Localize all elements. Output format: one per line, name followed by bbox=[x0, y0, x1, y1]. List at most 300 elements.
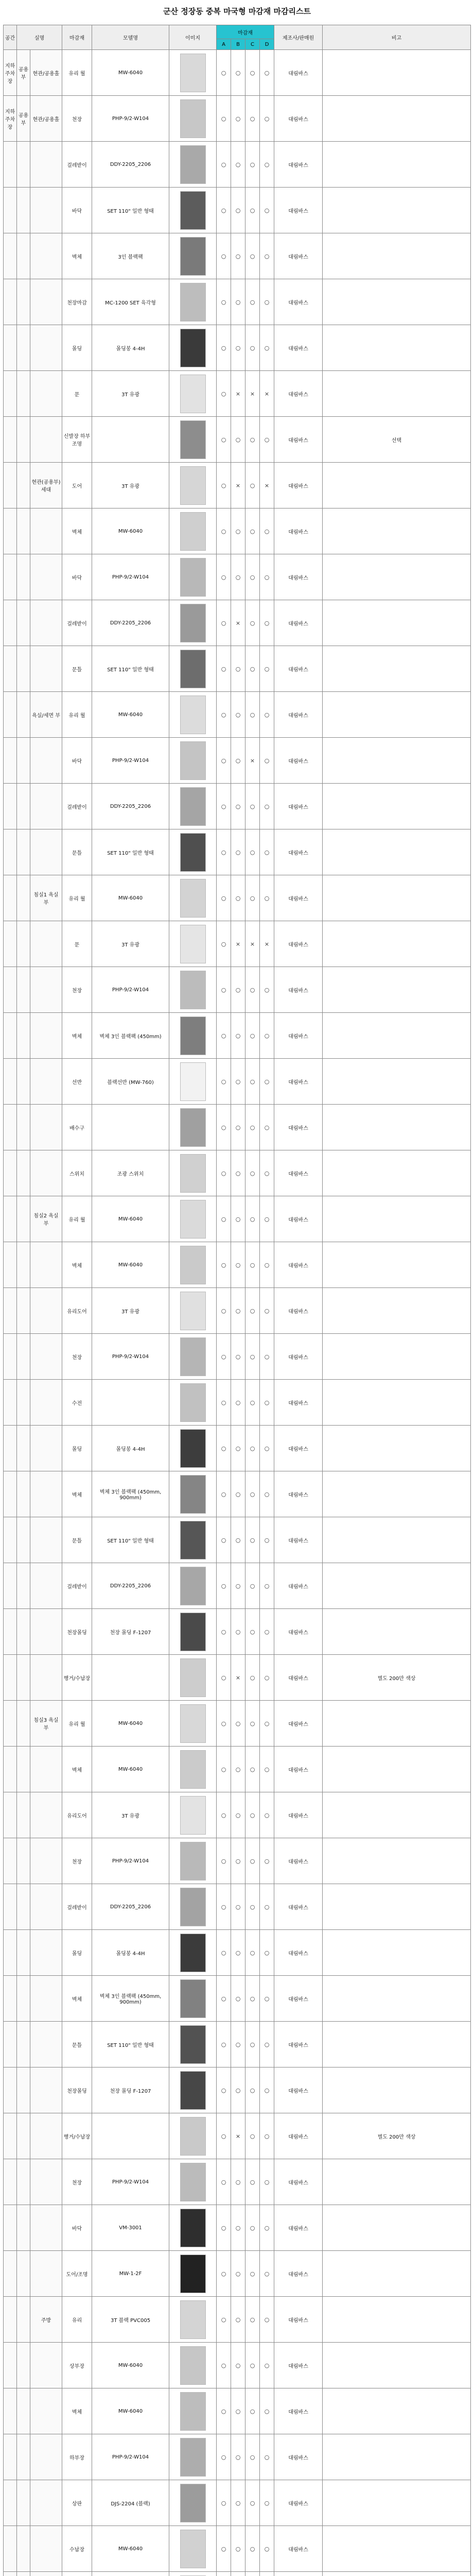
table-row bbox=[4, 1838, 471, 1884]
cell-grade-mark: ○ bbox=[245, 2113, 260, 2159]
material-swatch bbox=[180, 2438, 206, 2477]
cell-grade-mark: ○ bbox=[260, 1059, 274, 1105]
cell-model: MW-6040 bbox=[92, 692, 169, 738]
cell-model bbox=[92, 1655, 169, 1701]
material-swatch bbox=[180, 1934, 206, 1972]
cell-maker: 대림바스 bbox=[274, 1747, 323, 1792]
cell-grade-mark: × bbox=[231, 463, 245, 509]
cell-grade-mark: ○ bbox=[231, 967, 245, 1013]
cell-image bbox=[169, 2343, 217, 2388]
cell-grade-mark: ○ bbox=[245, 1563, 260, 1609]
material-swatch bbox=[180, 2346, 206, 2385]
header-image: 이미지 bbox=[169, 25, 217, 50]
cell-model bbox=[92, 2572, 169, 2576]
cell-level3 bbox=[30, 325, 62, 371]
cell-grade-mark: ○ bbox=[217, 2526, 231, 2572]
cell-grade-mark: ○ bbox=[231, 417, 245, 463]
header-grade-b: B bbox=[231, 39, 245, 50]
cell-grade-mark: ○ bbox=[231, 1609, 245, 1655]
material-swatch bbox=[180, 2209, 206, 2247]
cell-image bbox=[169, 2205, 217, 2251]
cell-grade-mark: ○ bbox=[231, 646, 245, 692]
cell-grade-mark: ○ bbox=[217, 600, 231, 646]
cell-grade-mark: ○ bbox=[231, 2022, 245, 2067]
material-swatch bbox=[180, 1658, 206, 1697]
table-row bbox=[4, 2205, 471, 2251]
cell-note bbox=[323, 1517, 471, 1563]
cell-part: 수전 bbox=[62, 1380, 92, 1426]
cell-level2 bbox=[17, 1380, 30, 1426]
table-row bbox=[4, 1242, 471, 1288]
cell-level3 bbox=[30, 142, 62, 188]
cell-level3 bbox=[30, 188, 62, 233]
cell-level3 bbox=[30, 1838, 62, 1884]
cell-grade-mark bbox=[245, 2572, 260, 2576]
cell-note bbox=[323, 784, 471, 829]
cell-note bbox=[323, 600, 471, 646]
cell-image bbox=[169, 1976, 217, 2022]
cell-grade-mark: ○ bbox=[217, 2251, 231, 2297]
cell-level1 bbox=[4, 509, 17, 554]
cell-model: 벽체 3인 블랙팩 (450mm, 900mm) bbox=[92, 1471, 169, 1517]
cell-part: 걸레받이 bbox=[62, 1884, 92, 1930]
cell-part: 문틀 bbox=[62, 2022, 92, 2067]
cell-grade-mark: ○ bbox=[217, 142, 231, 188]
cell-maker: 대림바스 bbox=[274, 2297, 323, 2343]
cell-grade-mark: ○ bbox=[217, 1288, 231, 1334]
cell-grade-mark: ○ bbox=[245, 325, 260, 371]
cell-grade-mark: ○ bbox=[217, 50, 231, 96]
table-row bbox=[4, 233, 471, 279]
cell-part: 바닥 bbox=[62, 2205, 92, 2251]
cell-level1 bbox=[4, 2022, 17, 2067]
cell-level3 bbox=[30, 1380, 62, 1426]
cell-level2 bbox=[17, 1150, 30, 1196]
cell-grade-mark: ○ bbox=[260, 1288, 274, 1334]
cell-grade-mark: ○ bbox=[231, 2159, 245, 2205]
cell-grade-mark: ○ bbox=[231, 875, 245, 921]
cell-level1 bbox=[4, 2434, 17, 2480]
cell-grade-mark: ○ bbox=[245, 1196, 260, 1242]
cell-image bbox=[169, 829, 217, 875]
cell-image bbox=[169, 1884, 217, 1930]
table-row bbox=[4, 1288, 471, 1334]
cell-grade-mark: ○ bbox=[245, 646, 260, 692]
cell-note bbox=[323, 188, 471, 233]
cell-level2 bbox=[17, 600, 30, 646]
cell-model: MW-6040 bbox=[92, 1701, 169, 1747]
material-swatch bbox=[180, 1108, 206, 1147]
cell-level1 bbox=[4, 1196, 17, 1242]
cell-maker: 대림바스 bbox=[274, 96, 323, 142]
cell-level1 bbox=[4, 142, 17, 188]
cell-note bbox=[323, 1059, 471, 1105]
cell-grade-mark: ○ bbox=[245, 2251, 260, 2297]
cell-level3 bbox=[30, 1288, 62, 1334]
cell-grade-mark: ○ bbox=[217, 417, 231, 463]
cell-image bbox=[169, 188, 217, 233]
cell-note bbox=[323, 233, 471, 279]
cell-level2 bbox=[17, 921, 30, 967]
cell-grade-mark: ○ bbox=[260, 1655, 274, 1701]
cell-note bbox=[323, 1609, 471, 1655]
cell-level3 bbox=[30, 2526, 62, 2572]
cell-level3 bbox=[30, 738, 62, 784]
cell-grade-mark: ○ bbox=[217, 1609, 231, 1655]
cell-maker: 대림바스 bbox=[274, 2022, 323, 2067]
table-row bbox=[4, 1105, 471, 1150]
cell-level2 bbox=[17, 1288, 30, 1334]
material-swatch bbox=[180, 1979, 206, 2018]
cell-part: 천장 bbox=[62, 967, 92, 1013]
cell-level1 bbox=[4, 2526, 17, 2572]
cell-image bbox=[169, 1196, 217, 1242]
cell-note bbox=[323, 2067, 471, 2113]
cell-level1 bbox=[4, 784, 17, 829]
cell-level2 bbox=[17, 1242, 30, 1288]
table-row bbox=[4, 1426, 471, 1471]
cell-note bbox=[323, 1701, 471, 1747]
material-swatch bbox=[180, 2530, 206, 2568]
cell-maker: 대림바스 bbox=[274, 1792, 323, 1838]
cell-model: PHP-9/2-W104 bbox=[92, 2434, 169, 2480]
cell-level1 bbox=[4, 1471, 17, 1517]
table-row bbox=[4, 96, 471, 142]
cell-level1 bbox=[4, 1334, 17, 1380]
cell-grade-mark: ○ bbox=[217, 2022, 231, 2067]
cell-level3 bbox=[30, 2159, 62, 2205]
cell-grade-mark: ○ bbox=[231, 1884, 245, 1930]
cell-level1 bbox=[4, 1930, 17, 1976]
cell-level3 bbox=[30, 1059, 62, 1105]
cell-level2 bbox=[17, 1105, 30, 1150]
cell-note bbox=[323, 1563, 471, 1609]
cell-maker: 대림바스 bbox=[274, 2113, 323, 2159]
cell-grade-mark: ○ bbox=[245, 2067, 260, 2113]
cell-level3 bbox=[30, 1334, 62, 1380]
cell-grade-mark: ○ bbox=[245, 2526, 260, 2572]
material-swatch bbox=[180, 741, 206, 780]
cell-level2 bbox=[17, 1930, 30, 1976]
cell-level2 bbox=[17, 417, 30, 463]
cell-part: 상부장 bbox=[62, 2343, 92, 2388]
material-swatch bbox=[180, 466, 206, 505]
cell-level2 bbox=[17, 233, 30, 279]
table-row bbox=[4, 1059, 471, 1105]
cell-model: SET 110" 일반 형태 bbox=[92, 829, 169, 875]
cell-image bbox=[169, 1242, 217, 1288]
table-row bbox=[4, 784, 471, 829]
cell-level1 bbox=[4, 1563, 17, 1609]
cell-model: MW-6040 bbox=[92, 50, 169, 96]
cell-level2 bbox=[17, 2526, 30, 2572]
material-swatch bbox=[180, 1888, 206, 1926]
cell-grade-mark: ○ bbox=[217, 279, 231, 325]
cell-model: MW-6040 bbox=[92, 1242, 169, 1288]
cell-grade-mark: ○ bbox=[231, 142, 245, 188]
material-swatch bbox=[180, 237, 206, 276]
cell-grade-mark: ○ bbox=[231, 1701, 245, 1747]
cell-image bbox=[169, 417, 217, 463]
cell-note bbox=[323, 1930, 471, 1976]
header-finish-part: 마감재 bbox=[62, 25, 92, 50]
cell-part: 벽체 bbox=[62, 1242, 92, 1288]
cell-grade-mark: ○ bbox=[231, 1426, 245, 1471]
material-swatch bbox=[180, 1154, 206, 1193]
cell-level3 bbox=[30, 1792, 62, 1838]
cell-grade-mark: ○ bbox=[260, 2159, 274, 2205]
cell-part: 선반 bbox=[62, 1059, 92, 1105]
cell-level1 bbox=[4, 1655, 17, 1701]
cell-note bbox=[323, 2572, 471, 2576]
cell-maker: 대림바스 bbox=[274, 1471, 323, 1517]
cell-grade-mark: ○ bbox=[231, 2297, 245, 2343]
cell-level3 bbox=[30, 279, 62, 325]
cell-level2 bbox=[17, 875, 30, 921]
cell-level1 bbox=[4, 1380, 17, 1426]
cell-level3 bbox=[30, 233, 62, 279]
cell-model: SET 110" 일반 형태 bbox=[92, 2022, 169, 2067]
cell-image bbox=[169, 646, 217, 692]
cell-level3 bbox=[30, 1563, 62, 1609]
cell-part: 행거/수납장 bbox=[62, 1655, 92, 1701]
cell-model: MW-6040 bbox=[92, 2526, 169, 2572]
cell-part: 문틀 bbox=[62, 646, 92, 692]
cell-level3 bbox=[30, 1609, 62, 1655]
cell-image bbox=[169, 1380, 217, 1426]
table-row bbox=[4, 1013, 471, 1059]
table-row bbox=[4, 2388, 471, 2434]
cell-grade-mark: ○ bbox=[245, 1838, 260, 1884]
table-row bbox=[4, 417, 471, 463]
cell-grade-mark: ○ bbox=[217, 692, 231, 738]
cell-grade-mark: ○ bbox=[231, 1747, 245, 1792]
cell-maker: 대림바스 bbox=[274, 692, 323, 738]
cell-grade-mark: ○ bbox=[260, 1976, 274, 2022]
cell-grade-mark: ○ bbox=[217, 1059, 231, 1105]
cell-image bbox=[169, 2297, 217, 2343]
cell-grade-mark: ○ bbox=[245, 463, 260, 509]
cell-grade-mark: ○ bbox=[231, 188, 245, 233]
cell-maker: 대림바스 bbox=[274, 509, 323, 554]
cell-grade-mark: × bbox=[231, 2113, 245, 2159]
cell-part: 벽체 bbox=[62, 2388, 92, 2434]
cell-note bbox=[323, 2297, 471, 2343]
cell-level1 bbox=[4, 1701, 17, 1747]
table-row bbox=[4, 1976, 471, 2022]
cell-part: 스위치 bbox=[62, 1150, 92, 1196]
cell-level2 bbox=[17, 1517, 30, 1563]
cell-level2 bbox=[17, 1609, 30, 1655]
cell-grade-mark: × bbox=[260, 371, 274, 417]
cell-maker: 대림바스 bbox=[274, 1655, 323, 1701]
table-row bbox=[4, 2434, 471, 2480]
cell-grade-mark: × bbox=[245, 371, 260, 417]
cell-note bbox=[323, 1105, 471, 1150]
cell-maker: 대림바스 bbox=[274, 1242, 323, 1288]
cell-grade-mark: ○ bbox=[231, 1976, 245, 2022]
cell-grade-mark: ○ bbox=[231, 1471, 245, 1517]
cell-grade-mark: ○ bbox=[245, 233, 260, 279]
cell-maker: 대림바스 bbox=[274, 967, 323, 1013]
cell-level3 bbox=[30, 2572, 62, 2576]
cell-part: 도어 bbox=[62, 463, 92, 509]
cell-level1 bbox=[4, 2572, 17, 2576]
table-row bbox=[4, 2251, 471, 2297]
table-row bbox=[4, 2067, 471, 2113]
cell-part: 몰딩 bbox=[62, 1930, 92, 1976]
cell-model: MC-1200 SET 육각형 bbox=[92, 279, 169, 325]
cell-level1 bbox=[4, 646, 17, 692]
material-swatch bbox=[180, 145, 206, 184]
cell-part: 몰딩 bbox=[62, 325, 92, 371]
cell-level1 bbox=[4, 967, 17, 1013]
cell-level2 bbox=[17, 371, 30, 417]
cell-maker: 대림바스 bbox=[274, 1930, 323, 1976]
cell-part: 벽체 bbox=[62, 1747, 92, 1792]
table-row bbox=[4, 692, 471, 738]
cell-level1 bbox=[4, 2480, 17, 2526]
cell-level2 bbox=[17, 279, 30, 325]
cell-level2 bbox=[17, 2067, 30, 2113]
cell-maker: 대림바스 bbox=[274, 1196, 323, 1242]
cell-grade-mark: ○ bbox=[217, 1334, 231, 1380]
cell-level2 bbox=[17, 646, 30, 692]
cell-image bbox=[169, 142, 217, 188]
cell-image bbox=[169, 1747, 217, 1792]
cell-grade-mark bbox=[260, 2572, 274, 2576]
cell-level2 bbox=[17, 2159, 30, 2205]
cell-grade-mark: ○ bbox=[245, 1288, 260, 1334]
material-swatch bbox=[180, 1246, 206, 1284]
cell-maker: 대림바스 bbox=[274, 142, 323, 188]
cell-grade-mark: ○ bbox=[231, 2067, 245, 2113]
cell-level1 bbox=[4, 1884, 17, 1930]
cell-maker: 대림바스 bbox=[274, 554, 323, 600]
material-swatch bbox=[180, 99, 206, 138]
cell-maker: 대림바스 bbox=[274, 2526, 323, 2572]
finish-list-table bbox=[3, 25, 471, 2576]
cell-image bbox=[169, 1105, 217, 1150]
cell-note bbox=[323, 921, 471, 967]
cell-grade-mark: ○ bbox=[231, 96, 245, 142]
cell-level1 bbox=[4, 325, 17, 371]
cell-level2 bbox=[17, 1747, 30, 1792]
cell-note bbox=[323, 1013, 471, 1059]
cell-model: PHP-9/2-W104 bbox=[92, 2159, 169, 2205]
cell-level3 bbox=[30, 371, 62, 417]
cell-maker: 대림바스 bbox=[274, 2067, 323, 2113]
table-row bbox=[4, 646, 471, 692]
cell-grade-mark: ○ bbox=[217, 463, 231, 509]
cell-part: 신발장 하부조명 bbox=[62, 417, 92, 463]
cell-level3 bbox=[30, 600, 62, 646]
cell-grade-mark: ○ bbox=[217, 1747, 231, 1792]
cell-grade-mark: × bbox=[231, 921, 245, 967]
cell-model: PHP-9/2-W104 bbox=[92, 1334, 169, 1380]
cell-grade-mark: ○ bbox=[217, 1013, 231, 1059]
cell-image bbox=[169, 2022, 217, 2067]
cell-grade-mark: ○ bbox=[231, 279, 245, 325]
cell-image bbox=[169, 2388, 217, 2434]
cell-level3 bbox=[30, 921, 62, 967]
table-row bbox=[4, 1471, 471, 1517]
cell-part: 바닥 bbox=[62, 188, 92, 233]
cell-note bbox=[323, 463, 471, 509]
cell-note bbox=[323, 1838, 471, 1884]
material-swatch bbox=[180, 512, 206, 551]
material-swatch bbox=[180, 329, 206, 367]
material-swatch bbox=[180, 420, 206, 459]
cell-grade-mark: ○ bbox=[260, 1380, 274, 1426]
cell-grade-mark: ○ bbox=[231, 554, 245, 600]
cell-level3: 현관/공용홀 bbox=[30, 50, 62, 96]
cell-maker: 대림바스 bbox=[274, 2388, 323, 2434]
cell-image bbox=[169, 1471, 217, 1517]
cell-part: 걸레받이 bbox=[62, 142, 92, 188]
cell-grade-mark: ○ bbox=[260, 2388, 274, 2434]
cell-grade-mark: ○ bbox=[217, 2388, 231, 2434]
cell-grade-mark: ○ bbox=[217, 554, 231, 600]
cell-grade-mark: ○ bbox=[260, 1242, 274, 1288]
cell-part: 천장 bbox=[62, 1838, 92, 1884]
cell-image bbox=[169, 921, 217, 967]
cell-note bbox=[323, 1426, 471, 1471]
cell-part: 문 bbox=[62, 371, 92, 417]
cell-image bbox=[169, 1701, 217, 1747]
cell-image bbox=[169, 325, 217, 371]
cell-level2 bbox=[17, 1884, 30, 1930]
cell-note bbox=[323, 875, 471, 921]
cell-part: 수납장 bbox=[62, 2526, 92, 2572]
header-maker: 제조사/판매원 bbox=[274, 25, 323, 50]
cell-grade-mark: ○ bbox=[245, 967, 260, 1013]
cell-level1 bbox=[4, 692, 17, 738]
cell-maker: 대림바스 bbox=[274, 2251, 323, 2297]
table-row bbox=[4, 279, 471, 325]
cell-note bbox=[323, 1471, 471, 1517]
cell-note bbox=[323, 967, 471, 1013]
cell-level2 bbox=[17, 188, 30, 233]
material-swatch bbox=[180, 2484, 206, 2522]
table-row bbox=[4, 1655, 471, 1701]
cell-grade-mark: ○ bbox=[245, 188, 260, 233]
cell-note: 별도 200만 색상 bbox=[323, 2113, 471, 2159]
cell-grade-mark: ○ bbox=[245, 2480, 260, 2526]
cell-level2 bbox=[17, 2434, 30, 2480]
cell-model: 천장 몰딩 F-1207 bbox=[92, 2067, 169, 2113]
cell-level2 bbox=[17, 2480, 30, 2526]
cell-grade-mark: × bbox=[245, 921, 260, 967]
cell-grade-mark: ○ bbox=[245, 1609, 260, 1655]
material-swatch bbox=[180, 1796, 206, 1835]
cell-level3 bbox=[30, 1013, 62, 1059]
cell-level1 bbox=[4, 1150, 17, 1196]
cell-grade-mark: ○ bbox=[260, 829, 274, 875]
cell-grade-mark: ○ bbox=[217, 2205, 231, 2251]
cell-level2 bbox=[17, 2205, 30, 2251]
table-row bbox=[4, 1380, 471, 1426]
cell-maker: 대림바스 bbox=[274, 1517, 323, 1563]
cell-grade-mark: ○ bbox=[245, 1884, 260, 1930]
cell-model: 몰딩봉 4-4H bbox=[92, 325, 169, 371]
cell-level1: 지하주차장 bbox=[4, 96, 17, 142]
cell-image bbox=[169, 2480, 217, 2526]
cell-grade-mark: ○ bbox=[245, 1013, 260, 1059]
cell-model: MW-6040 bbox=[92, 509, 169, 554]
cell-image bbox=[169, 1655, 217, 1701]
cell-note bbox=[323, 692, 471, 738]
